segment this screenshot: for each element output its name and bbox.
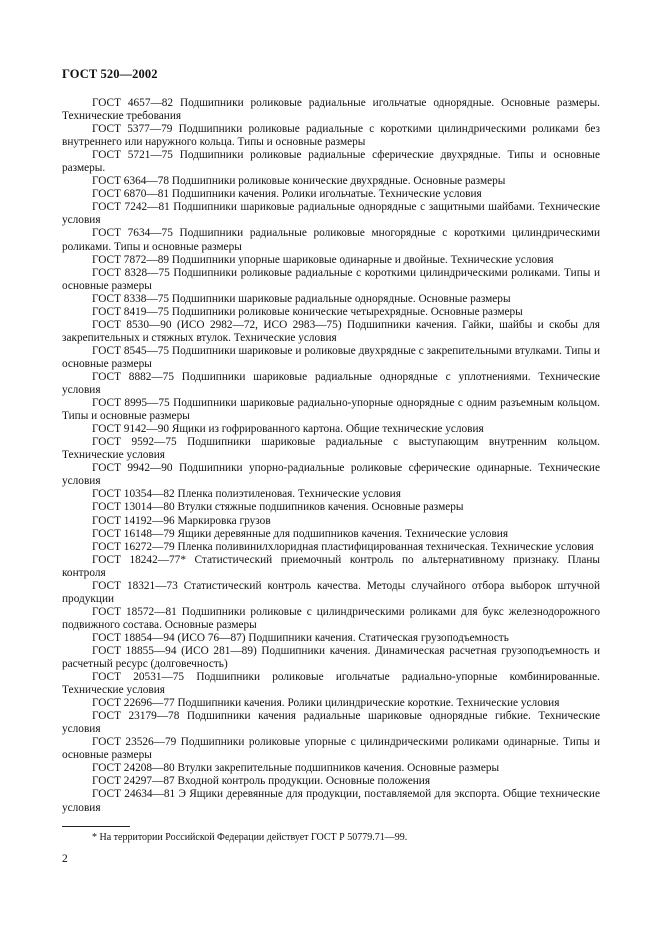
reference-entry: ГОСТ 7872—89 Подшипники упорные шариковые одинарные и двойные. Технические условия (92, 253, 554, 266)
reference-entry: ГОСТ 18321—73 Статистический контроль качества. Методы случайного отбора выборок штучной продукции (62, 579, 600, 605)
reference-entry: ГОСТ 5377—79 Подшипники роликовые радиальные с короткими цилиндрическими роликами без внутреннего или наружного кольца. Типы и основные размеры (62, 123, 600, 149)
reference-entry: ГОСТ 8419—75 Подшипники роликовые конические четырехрядные. Основные размеры (92, 305, 523, 318)
reference-entry: ГОСТ 18855—94 (ИСО 281—89) Подшипники качения. Динамическая расчетная грузоподъемность и расчетный ресурс (долговечность) (62, 644, 600, 671)
page-number: 2 (62, 853, 68, 865)
reference-entry: ГОСТ 8338—75 Подшипники шариковые радиальные однорядные. Основные размеры (92, 292, 511, 305)
reference-entry: ГОСТ 6364—78 Подшипники роликовые конические двухрядные. Основные размеры (92, 175, 506, 188)
reference-entry: ГОСТ 9142—90 Ящики из гофрированного картона. Общие технические условия (92, 423, 484, 436)
document-header: ГОСТ 520—2002 (62, 67, 158, 81)
reference-entry: ГОСТ 16272—79 Пленка поливинилхлоридная пластифицированная техническая. Технические условия (92, 540, 594, 553)
reference-entry: ГОСТ 6870—81 Подшипники качения. Ролики игольчатые. Технические условия (92, 188, 482, 201)
reference-entry: ГОСТ 8530—90 (ИСО 2982—72, ИСО 2983—75) Подшипники качения. Гайки, шайбы и скобы для закрепительных и стяжных втулок. Технические условия (62, 318, 600, 344)
reference-entry: ГОСТ 24208—80 Втулки закрепительные подшипников качения. Основные размеры (92, 762, 500, 775)
reference-entry: ГОСТ 8545—75 Подшипники шариковые и роликовые двухрядные с закрепительными втулками. Типы и основные размеры (62, 344, 600, 370)
reference-entry: ГОСТ 16148—79 Ящики деревянные для подшипников качения. Технические условия (92, 527, 509, 540)
reference-entry: ГОСТ 20531—75 Подшипники роликовые игольчатые радиально-упорные комбинированные. Технические условия (62, 671, 600, 697)
reference-entry: ГОСТ 18572—81 Подшипники роликовые с цилиндрическими роликами для букс железнодорожного подвижного состава. Основные размеры (62, 605, 600, 631)
reference-entry: ГОСТ 18854—94 (ИСО 76—87) Подшипники качения. Статическая грузоподъемность (92, 631, 509, 644)
reference-entry: ГОСТ 4657—82 Подшипники роликовые радиальные игольчатые однорядные. Основные размеры. Технические требования (62, 97, 600, 123)
reference-entry: ГОСТ 22696—77 Подшипники качения. Ролики цилиндрические короткие. Технические условия (92, 697, 560, 710)
reference-entry: ГОСТ 7634—75 Подшипники радиальные роликовые многорядные с короткими цилиндрическими роликами. Типы и основные размеры (62, 227, 600, 253)
footnote: * На территории Российской Федерации действует ГОСТ Р 50779.71—99. (92, 832, 408, 843)
reference-entry: ГОСТ 24297—87 Входной контроль продукции. Основные положения (92, 775, 431, 788)
reference-entry: ГОСТ 8995—75 Подшипники шариковые радиально-упорные однорядные с одним разъемным кольцом. Типы и основные размеры (62, 397, 600, 423)
reference-entry: ГОСТ 24634—81 Э Ящики деревянные для продукции, поставляемой для экспорта. Общие технические условия (62, 788, 600, 814)
reference-entry: ГОСТ 8882—75 Подшипники шариковые радиальные однорядные с уплотнениями. Технические условия (62, 370, 600, 397)
reference-entry: ГОСТ 23526—79 Подшипники роликовые упорные с цилиндрическими роликами одинарные. Типы и основные размеры (62, 736, 600, 762)
reference-entry: ГОСТ 9942—90 Подшипники упорно-радиальные роликовые сферические одинарные. Технические условия (62, 462, 600, 488)
reference-entry: ГОСТ 23179—78 Подшипники качения радиальные шариковые однорядные гибкие. Технические условия (62, 710, 600, 736)
reference-entry: ГОСТ 14192—96 Маркировка грузов (92, 514, 271, 527)
reference-entry: ГОСТ 9592—75 Подшипники шариковые радиальные с выступающим внутренним кольцом. Технические условия (62, 436, 600, 462)
reference-entry: ГОСТ 5721—75 Подшипники роликовые радиальные сферические двухрядные. Типы и основные размеры. (62, 149, 600, 175)
reference-entry: ГОСТ 13014—80 Втулки стяжные подшипников качения. Основные размеры (92, 501, 464, 514)
reference-entry: ГОСТ 7242—81 Подшипники шариковые радиальные однорядные с защитными шайбами. Технические условия (62, 201, 600, 227)
reference-entry: ГОСТ 8328—75 Подшипники роликовые радиальные с короткими цилиндрическими роликами. Типы и основные размеры (62, 266, 600, 292)
reference-entry: ГОСТ 10354—82 Пленка полиэтиленовая. Технические условия (92, 488, 401, 501)
reference-entry: ГОСТ 18242—77* Статистический приемочный контроль по альтернативному признаку. Планы контроля (62, 553, 600, 579)
references-list (62, 97, 600, 815)
footnote-divider (62, 826, 130, 827)
